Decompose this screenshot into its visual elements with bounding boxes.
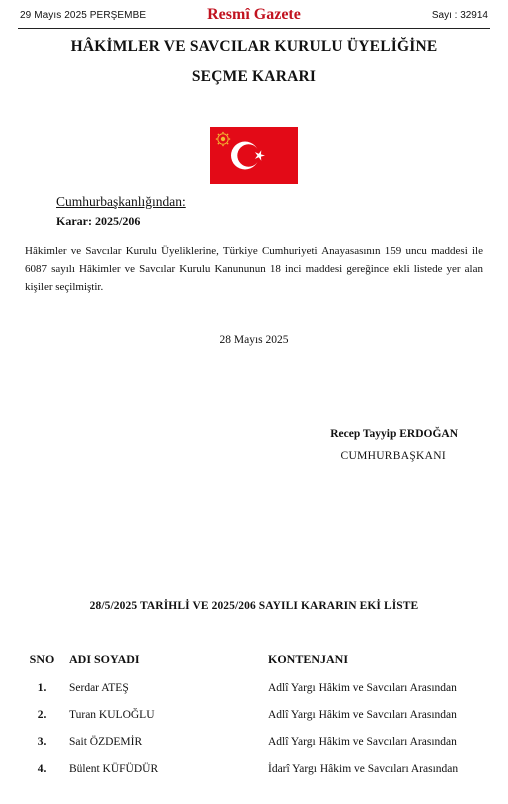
row-name: Sait ÖZDEMİR <box>69 736 143 748</box>
presidential-seal-icon <box>216 132 231 147</box>
table-row <box>0 763 508 790</box>
issue-date: 29 Mayıs 2025 PERŞEMBE <box>20 10 147 21</box>
row-quota: Adlî Yargı Hâkim ve Savcıları Arasından <box>268 709 457 721</box>
row-sno: 3. <box>37 736 47 748</box>
decision-number: Karar: 2025/206 <box>56 214 141 228</box>
turkish-presidential-flag-icon <box>210 127 298 184</box>
masthead <box>18 6 490 28</box>
row-sno: 4. <box>37 763 47 775</box>
issue-number: Sayı : 32914 <box>431 10 488 21</box>
document-title-line2: SEÇME KARARI <box>191 68 317 85</box>
annex-table <box>0 652 508 790</box>
row-sno: 2. <box>37 709 47 721</box>
row-name: Bülent KÜFÜDÜR <box>69 763 159 775</box>
flag-crescent-inner <box>237 144 259 166</box>
document-title-line1: HÂKİMLER VE SAVCILAR KURULU ÜYELİĞİNE <box>70 38 438 55</box>
table-header <box>0 652 508 682</box>
row-sno: 1. <box>37 682 47 694</box>
decision-body: Hâkimler ve Savcılar Kurulu Üyeliklerine, Türkiye Cumhuriyeti Anayasasının 159 uncu maddesi ile 6087 sayılı Hâkimler ve Savcılar Kurulu Kanununun 18 inci maddesi gereğince ekli listede yer alan kişiler seçilmiştir. <box>25 245 483 293</box>
row-quota: Adlî Yargı Hâkim ve Savcıları Arasından <box>268 682 457 694</box>
row-quota: İdarî Yargı Hâkim ve Savcıları Arasından <box>268 763 459 775</box>
signer-name: Recep Tayyip ERDOĞAN <box>330 428 458 440</box>
row-name: Turan KULOĞLU <box>69 709 155 721</box>
table-row <box>0 709 508 736</box>
header-name: ADI SOYADI <box>69 652 140 666</box>
signer-title: CUMHURBAŞKANI <box>340 450 446 462</box>
decision-date: 28 Mayıs 2025 <box>219 334 289 346</box>
gazette-title: Resmî Gazete <box>207 6 301 23</box>
table-row <box>0 736 508 763</box>
annex-title: 28/5/2025 TARİHLİ VE 2025/206 SAYILI KARARIN EKİ LİSTE <box>89 600 419 612</box>
table-row <box>0 682 508 709</box>
header-quota: KONTENJANI <box>268 652 349 666</box>
masthead-divider <box>18 28 490 29</box>
row-name: Serdar ATEŞ <box>69 682 129 694</box>
header-sno: SNO <box>29 652 55 666</box>
issuing-authority: Cumhurbaşkanlığından: <box>56 194 186 209</box>
row-quota: Adlî Yargı Hâkim ve Savcıları Arasından <box>268 736 457 748</box>
